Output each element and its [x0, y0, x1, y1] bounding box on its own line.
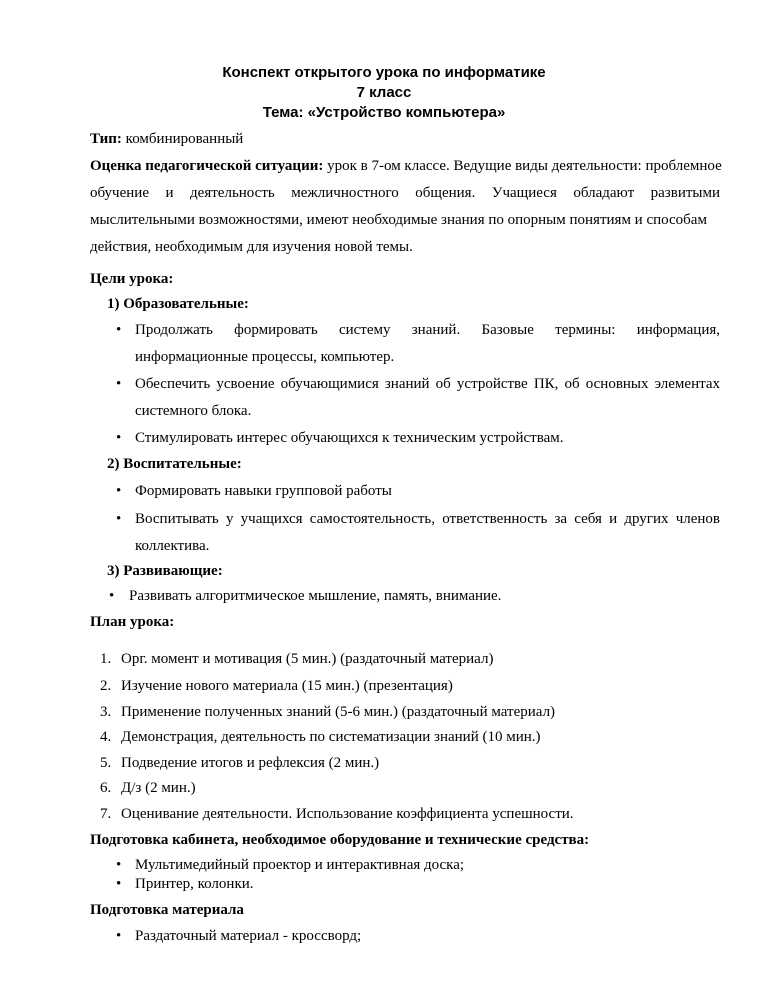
lesson-type — [90, 131, 243, 148]
goals-educational-heading: 1) Образовательные: — [107, 296, 249, 312]
bullet-icon: • — [116, 322, 122, 338]
equipment-item-1: Мультимедийный проектор и интерактивная доска; — [135, 857, 465, 873]
bullet-icon: • — [116, 483, 122, 499]
assessment-line-1 — [90, 158, 722, 175]
materials-heading: Подготовка материала — [90, 902, 244, 918]
plan-item-2-number: 2. — [100, 678, 112, 694]
assessment-line-3: мыслительными возможностями, имеют необходимые знания по опорным понятиям и способам — [90, 212, 707, 228]
bullet-icon: • — [116, 857, 122, 873]
plan-item-4-text: Демонстрация, деятельность по систематизации знаний (10 мин.) — [121, 729, 541, 745]
equipment-heading: Подготовка кабинета, необходимое оборудование и технические средства: — [90, 832, 590, 848]
educational-item-2-line-1: Обеспечить усвоение обучающимися знаний об устройстве ПК, об основных элементах — [135, 376, 720, 392]
equipment-item-2: Принтер, колонки. — [135, 876, 254, 892]
bullet-icon: • — [116, 511, 122, 527]
lesson-type-value: комбинированный — [121, 131, 244, 147]
educational-item-3: Стимулировать интерес обучающихся к техническим устройствам. — [135, 430, 564, 446]
plan-item-7-number: 7. — [100, 806, 112, 822]
document-title — [0, 63, 768, 123]
plan-item-5-text: Подведение итогов и рефлексия (2 мин.) — [121, 755, 380, 771]
assessment-label: Оценка педагогической ситуации: — [90, 158, 324, 174]
bullet-icon: • — [116, 928, 122, 944]
plan-item-7-text: Оценивание деятельности. Использование коэффициента успешности. — [121, 806, 574, 822]
title-line-2: 7 класс — [356, 84, 412, 101]
plan-item-4-number: 4. — [100, 729, 112, 745]
lesson-type-label: Тип: — [90, 131, 122, 147]
goals-developing-heading: 3) Развивающие: — [107, 563, 223, 579]
plan-item-3-number: 3. — [100, 704, 112, 720]
upbringing-item-2-line-2: коллектива. — [135, 538, 210, 554]
materials-item-1: Раздаточный материал - кроссворд; — [135, 928, 362, 944]
assessment-line-1-text: урок в 7-ом классе. Ведущие виды деятельности: проблемное — [323, 158, 722, 174]
bullet-icon: • — [109, 588, 115, 604]
bullet-icon: • — [116, 430, 122, 446]
plan-item-5-number: 5. — [100, 755, 112, 771]
plan-item-1-text: Орг. момент и мотивация (5 мин.) (раздаточный материал) — [121, 651, 494, 667]
title-line-1: Конспект открытого урока по информатике — [222, 64, 546, 81]
title-line-3: Тема: «Устройство компьютера» — [262, 104, 506, 121]
plan-item-6-text: Д/з (2 мин.) — [121, 780, 196, 796]
bullet-icon: • — [116, 876, 122, 892]
bullet-icon: • — [116, 376, 122, 392]
educational-item-2-line-2: системного блока. — [135, 403, 252, 419]
developing-item-1: Развивать алгоритмическое мышление, память, внимание. — [129, 588, 502, 604]
goals-upbringing-heading: 2) Воспитательные: — [107, 456, 242, 472]
educational-item-1-line-1: Продолжать формировать систему знаний. Базовые термины: информация, — [135, 322, 720, 338]
assessment-line-4: действия, необходимым для изучения новой темы. — [90, 239, 413, 255]
plan-item-1-number: 1. — [100, 651, 112, 667]
plan-item-2-text: Изучение нового материала (15 мин.) (презентация) — [121, 678, 453, 694]
goals-heading: Цели урока: — [90, 271, 174, 287]
plan-item-6-number: 6. — [100, 780, 112, 796]
educational-item-1-line-2: информационные процессы, компьютер. — [135, 349, 395, 365]
assessment-line-2: обучение и деятельность межличностного общения. Учащиеся обладают развитыми — [90, 185, 720, 201]
plan-item-3-text: Применение полученных знаний (5-6 мин.) (раздаточный материал) — [121, 704, 556, 720]
plan-heading: План урока: — [90, 614, 175, 630]
upbringing-item-2-line-1: Воспитывать у учащихся самостоятельность, ответственность за себя и других членов — [135, 511, 720, 527]
upbringing-item-1: Формировать навыки групповой работы — [135, 483, 392, 499]
